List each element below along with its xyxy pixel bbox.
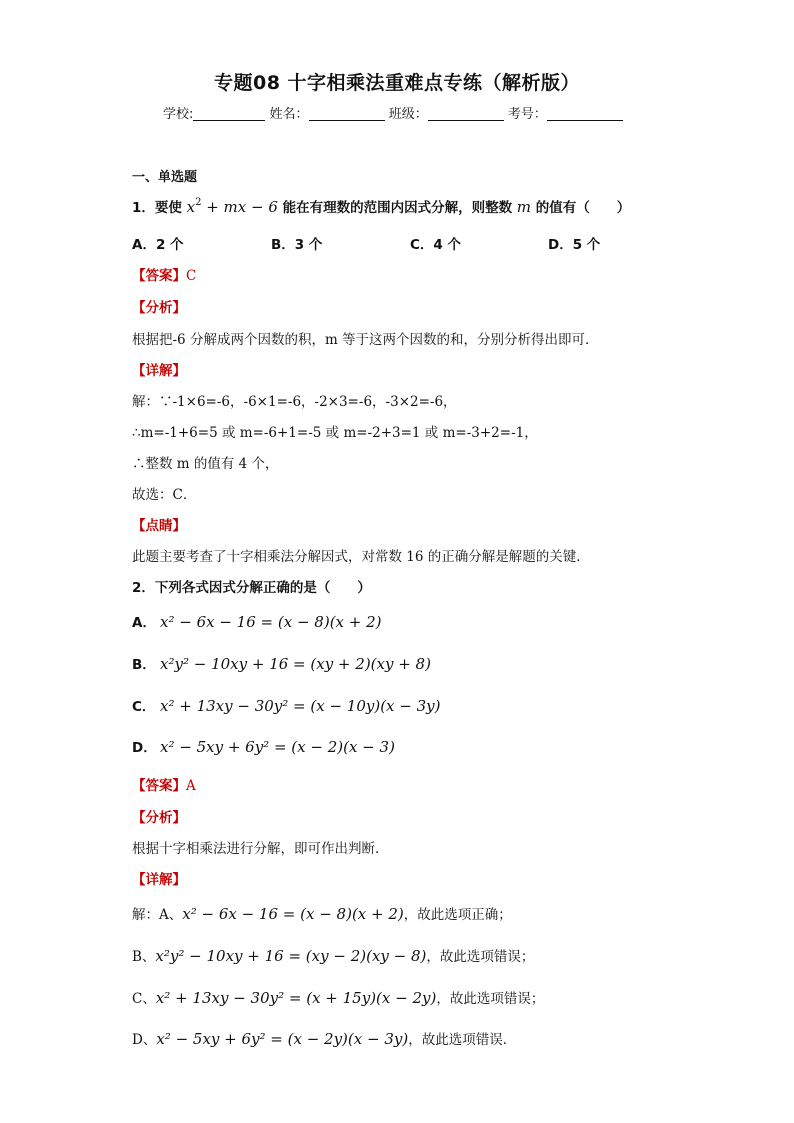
q1-analysis: 根据把-6 分解成两个因数的积，m 等于这两个因数的和，分别分析得出即可．: [132, 332, 599, 348]
option-expression: x² + 13xy − 30y² = (x − 10y)(x − 3y): [160, 697, 441, 715]
q1-detail-tag: 【详解】: [132, 363, 186, 379]
option-text: 3 个: [294, 237, 323, 253]
q1-analysis-tag: 【分析】: [132, 300, 186, 316]
detail-expression: x² + 13xy − 30y² = (x + 15y)(x − 2y): [155, 989, 437, 1007]
school-label: 学校:: [163, 107, 194, 122]
name-blank: [309, 106, 385, 121]
option-label: B．: [132, 657, 156, 673]
q2-detail-line: [132, 1028, 516, 1048]
option-label: C．: [132, 699, 156, 715]
q1-comment-tag: 【点睛】: [132, 518, 186, 534]
option-label: C．: [410, 237, 434, 253]
number-label: 考号：: [507, 107, 547, 122]
option-text: 4 个: [433, 237, 462, 253]
q1-comment: 此题主要考查了十字相乘法分解因式，对常数 16 的正确分解是解题的关键．: [132, 549, 590, 565]
q1-option-d: [548, 233, 600, 253]
school-blank: [193, 106, 265, 121]
detail-suffix: ，故此选项错误；: [426, 949, 535, 965]
detail-prefix: B、: [132, 949, 156, 965]
q1-middle: 能在有理数的范围内因式分解，则整数: [282, 200, 513, 216]
q2-detail-tag: 【详解】: [132, 872, 186, 888]
q2-analysis: 根据十字相乘法进行分解，即可作出判断．: [132, 841, 389, 857]
q2-option-c: [132, 695, 441, 715]
q2-option-d: [132, 736, 395, 756]
section-heading: 一、单选题: [132, 170, 198, 185]
q1-detail-line: 故选：C．: [132, 487, 197, 503]
q1-suffix: 的值有（ ）: [535, 200, 631, 216]
q2-detail-line: [132, 945, 534, 965]
q1-option-b: [271, 233, 322, 253]
option-expression: x² − 5xy + 6y² = (x − 2)(x − 3): [160, 738, 395, 756]
option-text: 5 个: [572, 237, 601, 253]
detail-suffix: ，故此选项正确；: [403, 907, 512, 923]
option-expression: x²y² − 10xy + 16 = (xy + 2)(xy + 8): [160, 655, 431, 673]
q2-detail-line: [132, 987, 544, 1007]
detail-expression: x² − 5xy + 6y² = (x − 2y)(x − 3y): [156, 1030, 409, 1048]
answer-value: C: [186, 268, 197, 284]
answer-value: A: [186, 778, 196, 794]
detail-prefix: D、: [132, 1032, 157, 1048]
q1-prefix: 1．要使: [132, 200, 182, 216]
q1-detail-line: ∴m=-1+6=5 或 m=-6+1=-5 或 m=-2+3=1 或 m=-3+2=-1，: [132, 425, 538, 441]
q1-answer: [132, 264, 196, 284]
q1-stem: [132, 196, 630, 216]
option-label: A．: [132, 615, 156, 631]
q1-option-c: [410, 233, 461, 253]
q2-analysis-tag: 【分析】: [132, 810, 186, 826]
option-text: 2 个: [155, 237, 184, 253]
option-label: D．: [548, 237, 573, 253]
q1-detail-line: ∴整数 m 的值有 4 个，: [132, 456, 279, 472]
q2-answer: [132, 774, 196, 794]
q2-option-b: [132, 653, 431, 673]
class-blank: [428, 106, 504, 121]
class-label: 班级：: [388, 107, 428, 122]
detail-prefix: 解：A、: [132, 907, 183, 923]
option-label: A．: [132, 237, 156, 253]
q2-detail-line: [132, 903, 512, 923]
option-label: B．: [271, 237, 295, 253]
q2-stem: 2．下列各式因式分解正确的是（ ）: [132, 580, 371, 596]
detail-suffix: ，故此选项错误．: [408, 1032, 517, 1048]
q2-option-a: [132, 611, 382, 631]
answer-tag: 【答案】: [132, 268, 186, 284]
q1-expression: $x^2$ + mx − 6: [186, 197, 278, 216]
name-label: 姓名：: [269, 107, 309, 122]
detail-expression: x²y² − 10xy + 16 = (xy − 2)(xy − 8): [155, 947, 427, 965]
detail-expression: x² − 6x − 16 = (x − 8)(x + 2): [182, 905, 404, 923]
detail-suffix: ，故此选项错误；: [436, 991, 545, 1007]
option-expression: x² − 6x − 16 = (x − 8)(x + 2): [160, 613, 382, 631]
q1-detail-line: 解：∵-1×6=-6，-6×1=-6，-2×3=-6，-3×2=-6，: [132, 394, 457, 410]
option-label: D．: [132, 740, 157, 756]
q1-variable: m: [516, 198, 532, 216]
page-title: 专题08 十字相乘法重难点专练（解析版）: [213, 72, 581, 94]
student-info-line: [163, 103, 623, 122]
number-blank: [547, 106, 623, 121]
q1-option-a: [132, 233, 184, 253]
answer-tag: 【答案】: [132, 778, 186, 794]
detail-prefix: C、: [132, 991, 156, 1007]
